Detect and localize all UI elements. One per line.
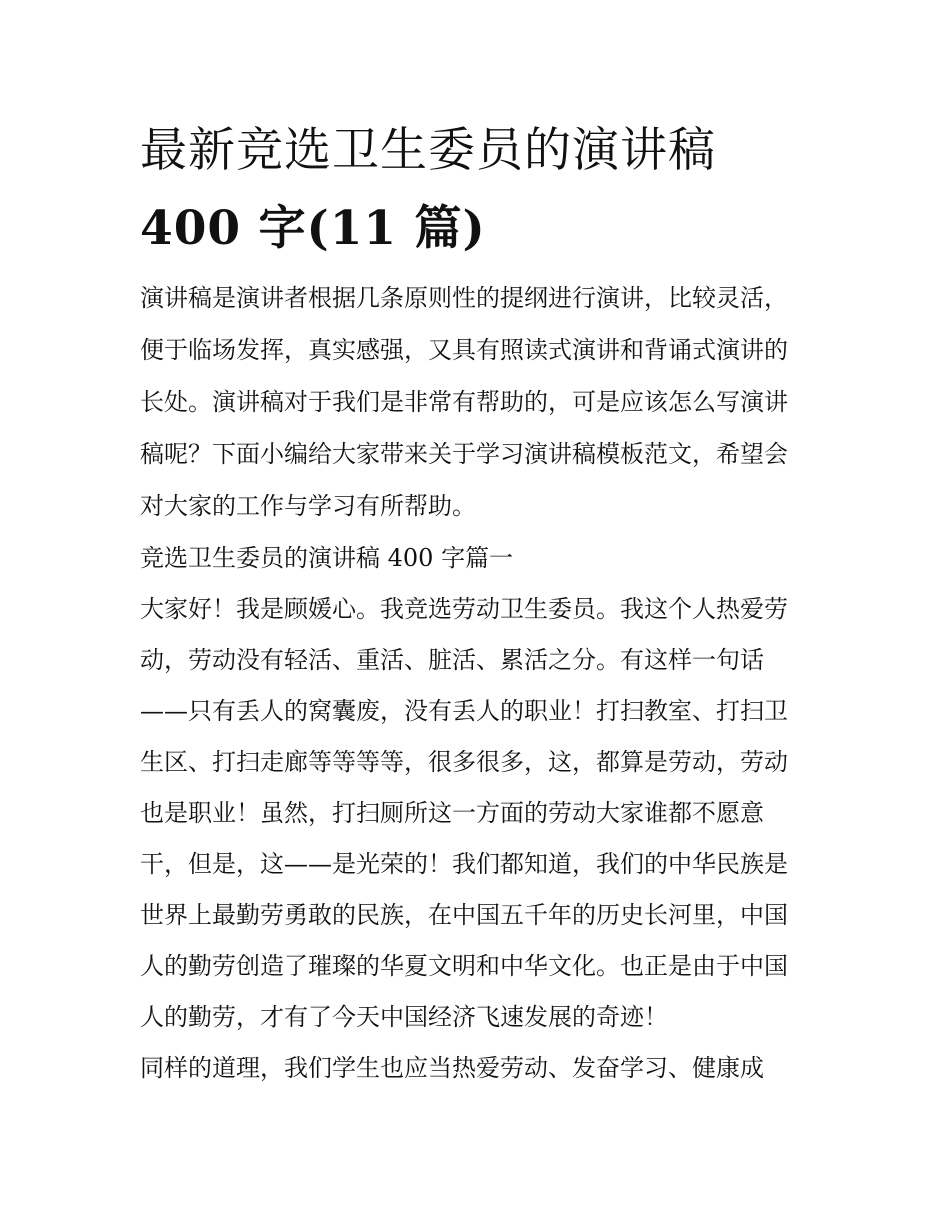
body-line: 世界上最勤劳勇敢的民族，在中国五千年的历史长河里，中国 bbox=[140, 901, 788, 929]
body-line: 动，劳动没有轻活、重活、脏活、累活之分。有这样一句话 bbox=[140, 646, 764, 674]
body-line: 同样的道理，我们学生也应当热爱劳动、发奋学习、健康成 bbox=[140, 1054, 764, 1082]
title-line-1: 最新竞选卫生委员的演讲稿 bbox=[140, 123, 716, 178]
intro-paragraph bbox=[140, 272, 815, 532]
title-line-2: 400 字(11 篇) bbox=[140, 201, 486, 256]
body-line: 人的勤劳，才有了今天中国经济飞速发展的奇迹！ bbox=[140, 1003, 668, 1031]
body-line: 人的勤劳创造了璀璨的华夏文明和中华文化。也正是由于中国 bbox=[140, 952, 788, 980]
intro-line: 长处。演讲稿对于我们是非常有帮助的，可是应该怎么写演讲 bbox=[140, 388, 788, 416]
body-line: 也是职业！虽然，打扫厕所这一方面的劳动大家谁都不愿意 bbox=[140, 799, 764, 827]
body-paragraph-2 bbox=[140, 1043, 815, 1094]
body-line: 生区、打扫走廊等等等等，很多很多，这，都算是劳动，劳动 bbox=[140, 748, 788, 776]
document-page bbox=[140, 112, 815, 1094]
intro-line: 便于临场发挥，真实感强，又具有照读式演讲和背诵式演讲的 bbox=[140, 336, 788, 364]
document-title bbox=[140, 112, 815, 268]
section-heading: 竞选卫生委员的演讲稿 400 字篇一 bbox=[140, 544, 514, 572]
intro-line: 稿呢？下面小编给大家带来关于学习演讲稿模板范文，希望会 bbox=[140, 440, 788, 468]
body-paragraph-1 bbox=[140, 584, 815, 1043]
body-line: 干，但是，这——是光荣的！我们都知道，我们的中华民族是 bbox=[140, 850, 788, 878]
body-line: 大家好！我是顾媛心。我竞选劳动卫生委员。我这个人热爱劳 bbox=[140, 595, 788, 623]
intro-line: 对大家的工作与学习有所帮助。 bbox=[140, 492, 476, 520]
body-line: ——只有丢人的窝囊废，没有丢人的职业！打扫教室、打扫卫 bbox=[140, 697, 788, 725]
intro-line: 演讲稿是演讲者根据几条原则性的提纲进行演讲，比较灵活， bbox=[140, 284, 788, 312]
